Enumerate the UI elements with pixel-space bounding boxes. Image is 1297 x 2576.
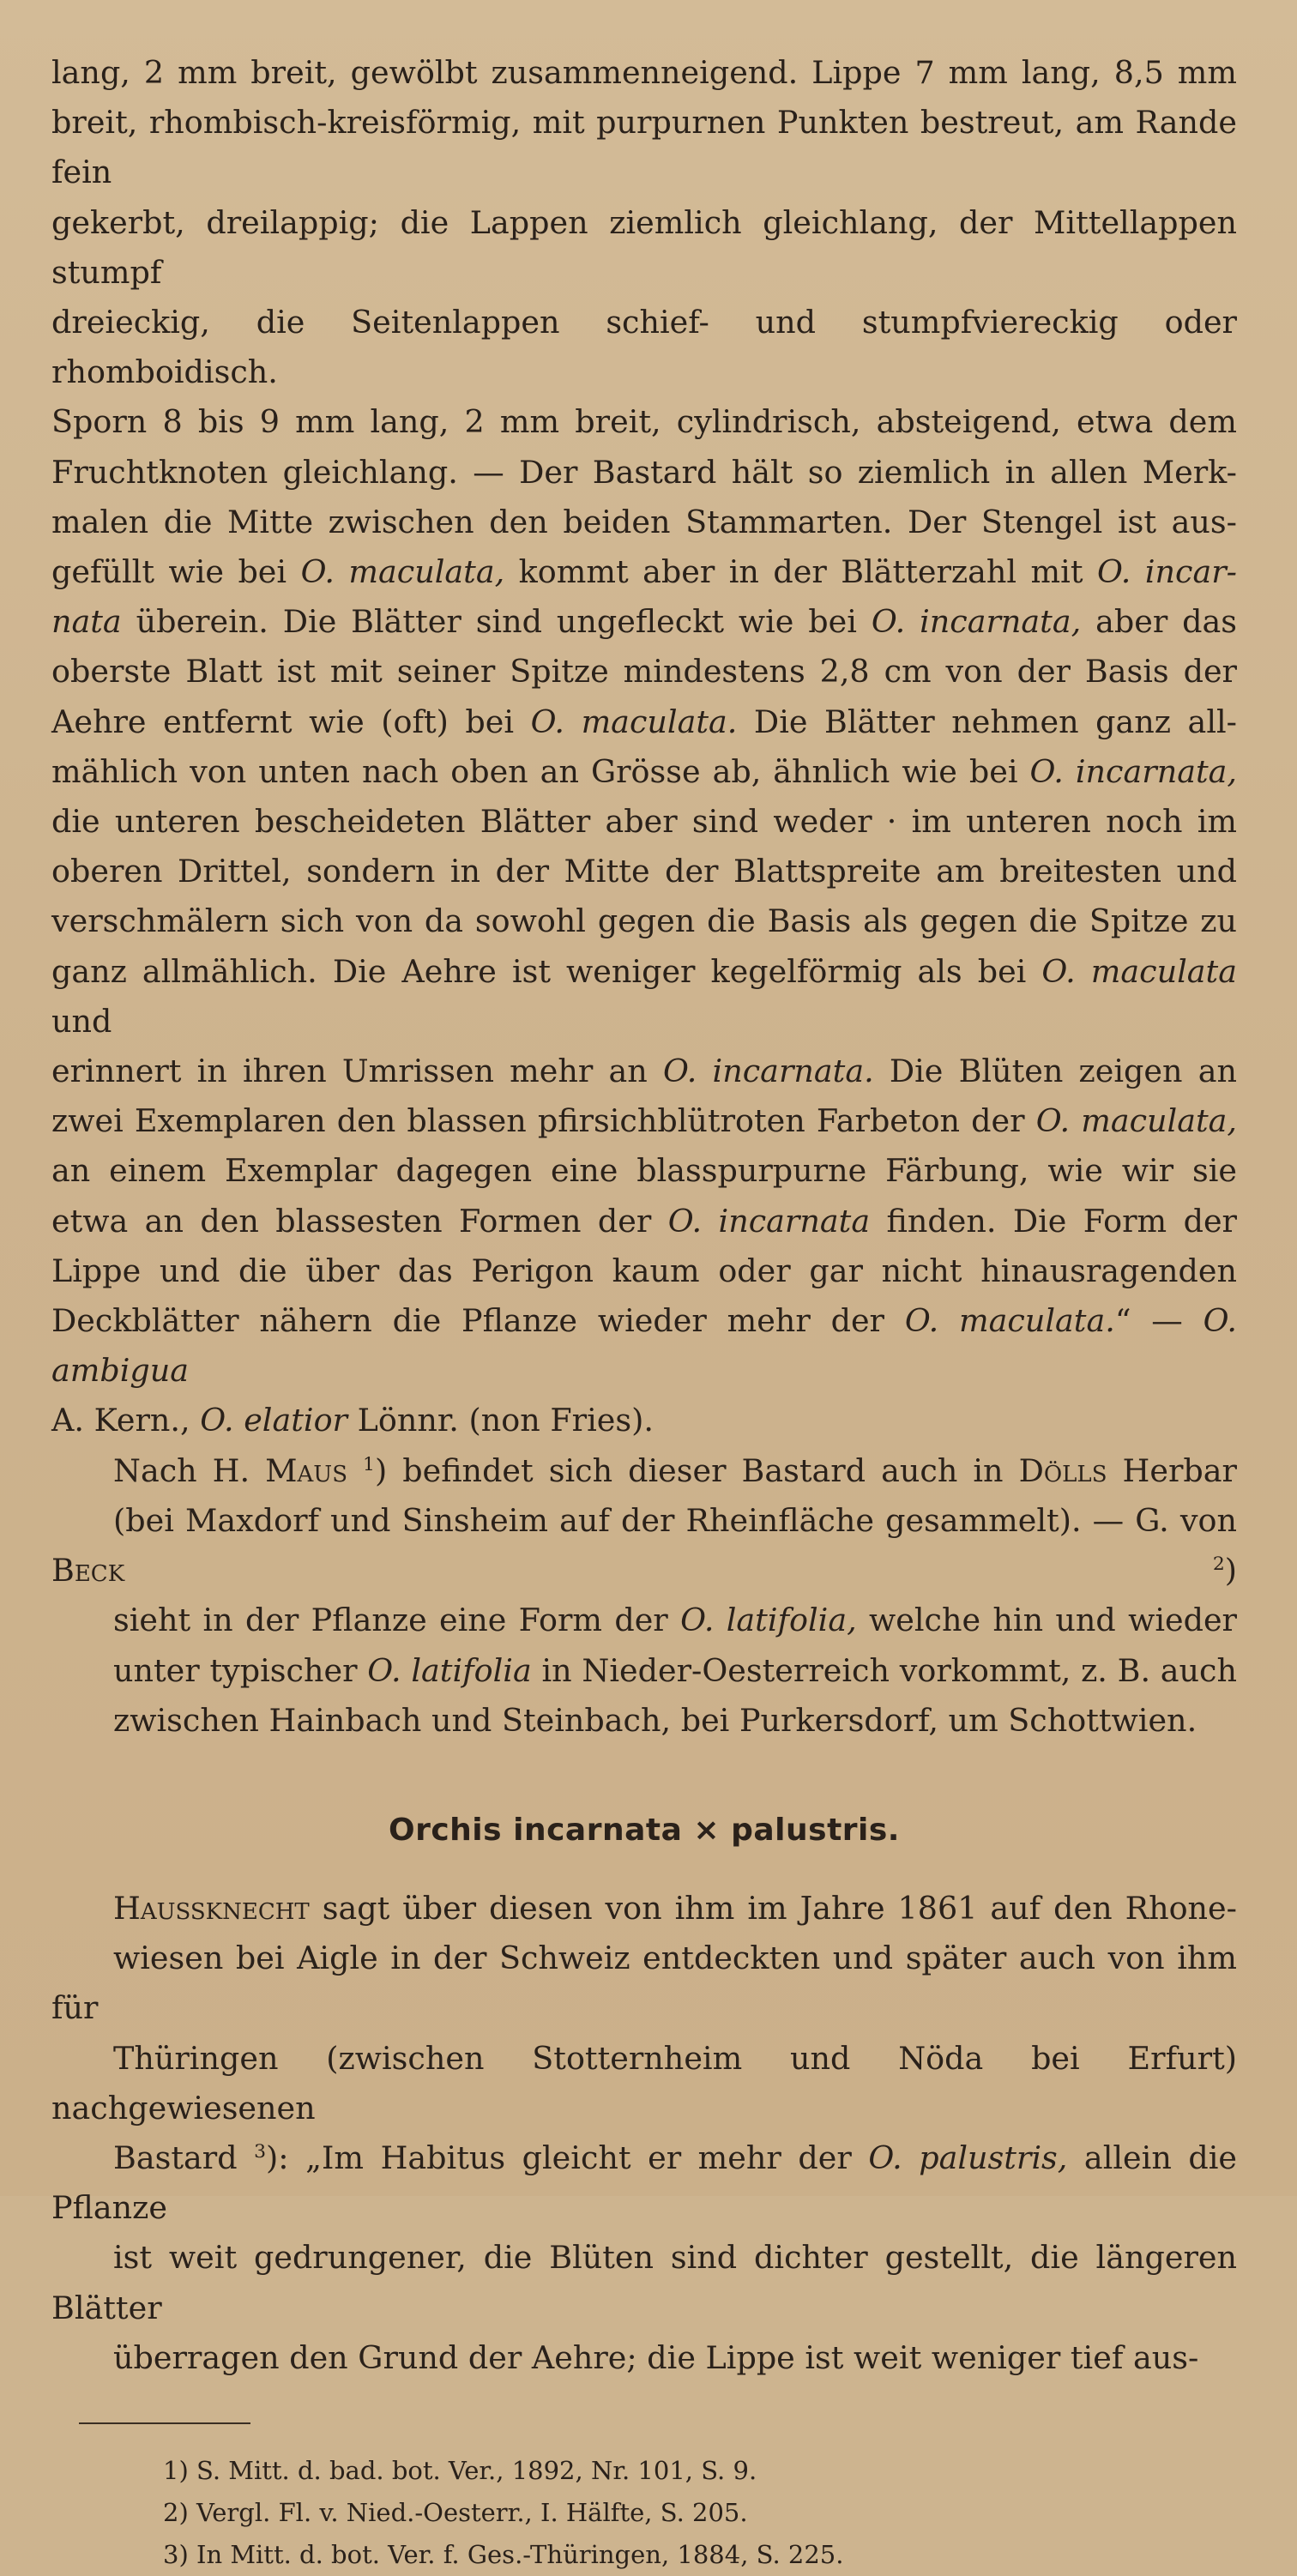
- text-line: an einem Exemplar dagegen eine blasspurpurne Färbung, wie wir sie: [51, 1152, 1237, 1190]
- text-line: Deckblätter nähern die Pflanze wieder mehr der O. maculata.“ — O. ambigua: [51, 1302, 1237, 1390]
- text-line: verschmälern sich von da sowohl gegen die Basis als gegen die Spitze zu: [51, 902, 1237, 940]
- footnote-3: 3) In Mitt. d. bot. Ver. f. Ges.-Thüringen, 1884, S. 225.: [163, 2539, 844, 2569]
- text-line: unter typischer O. latifolia in Nieder-Oesterreich vorkommt, z. B. auch: [113, 1651, 1238, 1689]
- footnote-2: 2) Vergl. Fl. v. Nied.-Oesterr., I. Hälfte, S. 205.: [163, 2497, 748, 2527]
- text-line: (bei Maxdorf und Sinsheim auf der Rheinfläche gesammelt). — G. von Beck $^2$): [51, 1501, 1237, 1590]
- text-line: Sporn 8 bis 9 mm lang, 2 mm breit, cylindrisch, absteigend, etwa dem: [51, 403, 1237, 441]
- text-line: etwa an den blassesten Formen der O. incarnata finden. Die Form der: [51, 1202, 1237, 1240]
- text-line: mählich von unten nach oben an Grösse ab, ähnlich wie bei O. incarnata,: [51, 752, 1237, 790]
- text-line: zwei Exemplaren den blassen pfirsichblütroten Farbeton der O. maculata,: [51, 1102, 1237, 1140]
- text-line: Haussknecht sagt über diesen von ihm im Jahre 1861 auf den Rhone-: [113, 1889, 1237, 1927]
- text-line: die unteren bescheideten Blätter aber sind weder · im unteren noch im: [51, 803, 1237, 841]
- paragraph: [51, 1446, 1237, 1746]
- text-line: Thüringen (zwischen Stotternheim und Nöda bei Erfurt) nachgewiesenen: [51, 2039, 1237, 2127]
- text-line: Aehre entfernt wie (oft) bei O. maculata. Die Blätter nehmen ganz all-: [51, 703, 1237, 740]
- text-line: Bastard $^3$): „Im Habitus gleicht er mehr der O. palustris, allein die Pflanze: [51, 2139, 1237, 2227]
- text-line: gefüllt wie bei O. maculata, kommt aber in der Blätterzahl mit O. incar-: [51, 553, 1238, 591]
- text-line: Fruchtknoten gleichlang. — Der Bastard hält so ziemlich in allen Merk-: [51, 453, 1237, 491]
- footnote-separator: [79, 2422, 250, 2424]
- text-line: erinnert in ihren Umrissen mehr an O. incarnata. Die Blüten zeigen an: [51, 1053, 1237, 1090]
- footnote-1: 1) S. Mitt. d. bad. bot. Ver., 1892, Nr. 101, S. 9.: [163, 2455, 757, 2485]
- text-line: dreieckig, die Seitenlappen schief- und stumpfviereckig oder rhomboidisch.: [51, 304, 1237, 391]
- paragraph: [51, 1884, 1237, 2383]
- footnotes: [163, 2450, 1237, 2576]
- main-text-bottom: [51, 1884, 1237, 2383]
- text-line: oberen Drittel, sondern in der Mitte der Blattspreite am breitesten und: [51, 853, 1237, 890]
- text-line: Lippe und die über das Perigon kaum oder gar nicht hinausragenden: [51, 1252, 1237, 1289]
- text-line: Nach H. Maus $^1$) befindet sich dieser Bastard auch in Dölls Herbar: [113, 1451, 1237, 1489]
- section-heading: Orchis incarnata × palustris.: [388, 1812, 900, 1848]
- text-line: lang, 2 mm breit, gewölbt zusammenneigend. Lippe 7 mm lang, 8,5 mm: [51, 54, 1237, 91]
- text-line: gekerbt, dreilappig; die Lappen ziemlich gleichlang, der Mittellappen stumpf: [51, 203, 1237, 291]
- text-line: breit, rhombisch-kreisförmig, mit purpurnen Punkten bestreut, am Rande fein: [51, 104, 1237, 191]
- main-text-top: [51, 48, 1237, 1746]
- text-line: überragen den Grund der Aehre; die Lippe ist weit weniger tief aus-: [113, 2338, 1199, 2376]
- text-line: wiesen bei Aigle in der Schweiz entdeckten und später auch von ihm für: [51, 1940, 1237, 2027]
- text-line: zwischen Hainbach und Steinbach, bei Purkersdorf, um Schottwien.: [113, 1701, 1197, 1739]
- text-line: malen die Mitte zwischen den beiden Stammarten. Der Stengel ist aus-: [51, 503, 1237, 540]
- text-line: sieht in der Pflanze eine Form der O. latifolia, welche hin und wieder: [113, 1602, 1238, 1639]
- text-line: oberste Blatt ist mit seiner Spitze mindestens 2,8 cm von der Basis der: [51, 653, 1237, 691]
- text-line: A. Kern., O. elatior Lönnr. (non Fries).: [51, 1402, 654, 1439]
- text-line: nata überein. Die Blätter sind ungefleckt wie bei O. incarnata, aber das: [51, 603, 1238, 641]
- paragraph: [51, 48, 1237, 1446]
- text-line: ist weit gedrungener, die Blüten sind dichter gestellt, die längeren Blätter: [51, 2239, 1237, 2326]
- text-line: ganz allmählich. Die Aehre ist weniger kegelförmig als bei O. maculata und: [51, 952, 1237, 1040]
